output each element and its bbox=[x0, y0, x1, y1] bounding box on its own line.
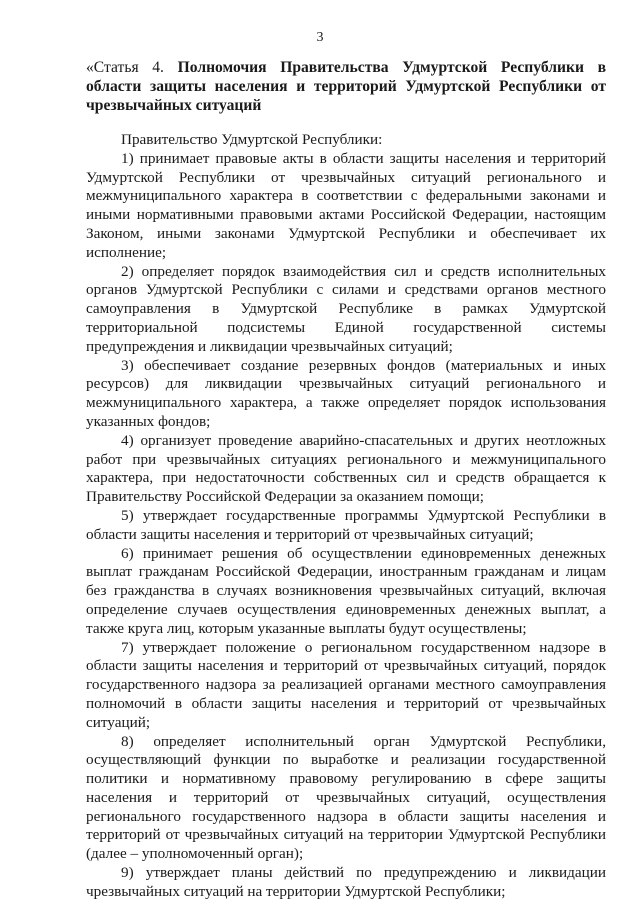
list-item: 7) утверждает положение о региональном государственном надзоре в области защиты населения и территорий от чрезвычайных ситуаций, порядок государственного надзора за реализацией органами местного самоуправления полномочий в области защиты населения и территорий от чрезвычайных ситуаций; bbox=[86, 638, 606, 731]
list-item: 5) утверждает государственные программы Удмуртской Республики в области защиты населения и территорий от чрезвычайных ситуаций; bbox=[86, 506, 606, 543]
article-title: Полномочия Правительства Удмуртской Республики в области защиты населения и территорий Удмуртской Республики от чрезвычайных ситуаций bbox=[86, 59, 607, 114]
article-body bbox=[86, 131, 606, 902]
page-number: 3 bbox=[316, 30, 324, 45]
list-item: 8) определяет исполнительный орган Удмуртской Республики, осуществляющий функции по выработке и реализации государственной политики и нормативному правовому регулированию в сфере защиты населения и территорий от чрезвычайных ситуаций, осуществления регионального государственного надзора в области защиты населения и территорий от чрезвычайных ситуаций на территории Удмуртской Республики (далее – уполномоченный орган); bbox=[86, 732, 606, 863]
article-heading bbox=[86, 58, 606, 115]
list-item: 1) принимает правовые акты в области защиты населения и территорий Удмуртской Республики от чрезвычайных ситуаций регионального и межмуниципального характера в соответствии с федеральными законами и иными нормативными правовыми актами Российской Федерации, настоящим Законом, иными законами Удмуртской Республики и обеспечивает их исполнение; bbox=[86, 149, 606, 261]
list-item: 4) организует проведение аварийно-спасательных и других неотложных работ при чрезвычайных ситуациях регионального и межмуниципального характера, при недостаточности собственных сил и средств обращается к Правительству Российской Федерации за оказанием помощи; bbox=[86, 431, 606, 506]
list-item: 9) утверждает планы действий по предупреждению и ликвидации чрезвычайных ситуаций на территории Удмуртской Республики; bbox=[86, 864, 606, 900]
intro-paragraph: Правительство Удмуртской Республики: bbox=[121, 131, 383, 148]
list-item: 2) определяет порядок взаимодействия сил и средств исполнительных органов Удмуртской Республики с силами и средствами органов местного самоуправления в Удмуртской Республике в рамках Удмуртской территориальной подсистемы Единой государственной системы предупреждения и ликвидации чрезвычайных ситуаций; bbox=[86, 262, 606, 355]
list-item: 3) обеспечивает создание резервных фондов (материальных и иных ресурсов) для ликвидации чрезвычайных ситуаций регионального и межмуниципального характера, а также определяет порядок использования указанных фондов; bbox=[86, 356, 606, 430]
article-prefix: «Статья 4. bbox=[86, 59, 178, 76]
list-item: 6) принимает решения об осуществлении единовременных денежных выплат гражданам Российской Федерации, иностранным гражданам и лицам без гражданства в случаях возникновения чрезвычайных ситуаций, включая определение случаев осуществления единовременных денежных выплат, а также круга лиц, которым указанные выплаты будут осуществлены; bbox=[86, 544, 606, 637]
